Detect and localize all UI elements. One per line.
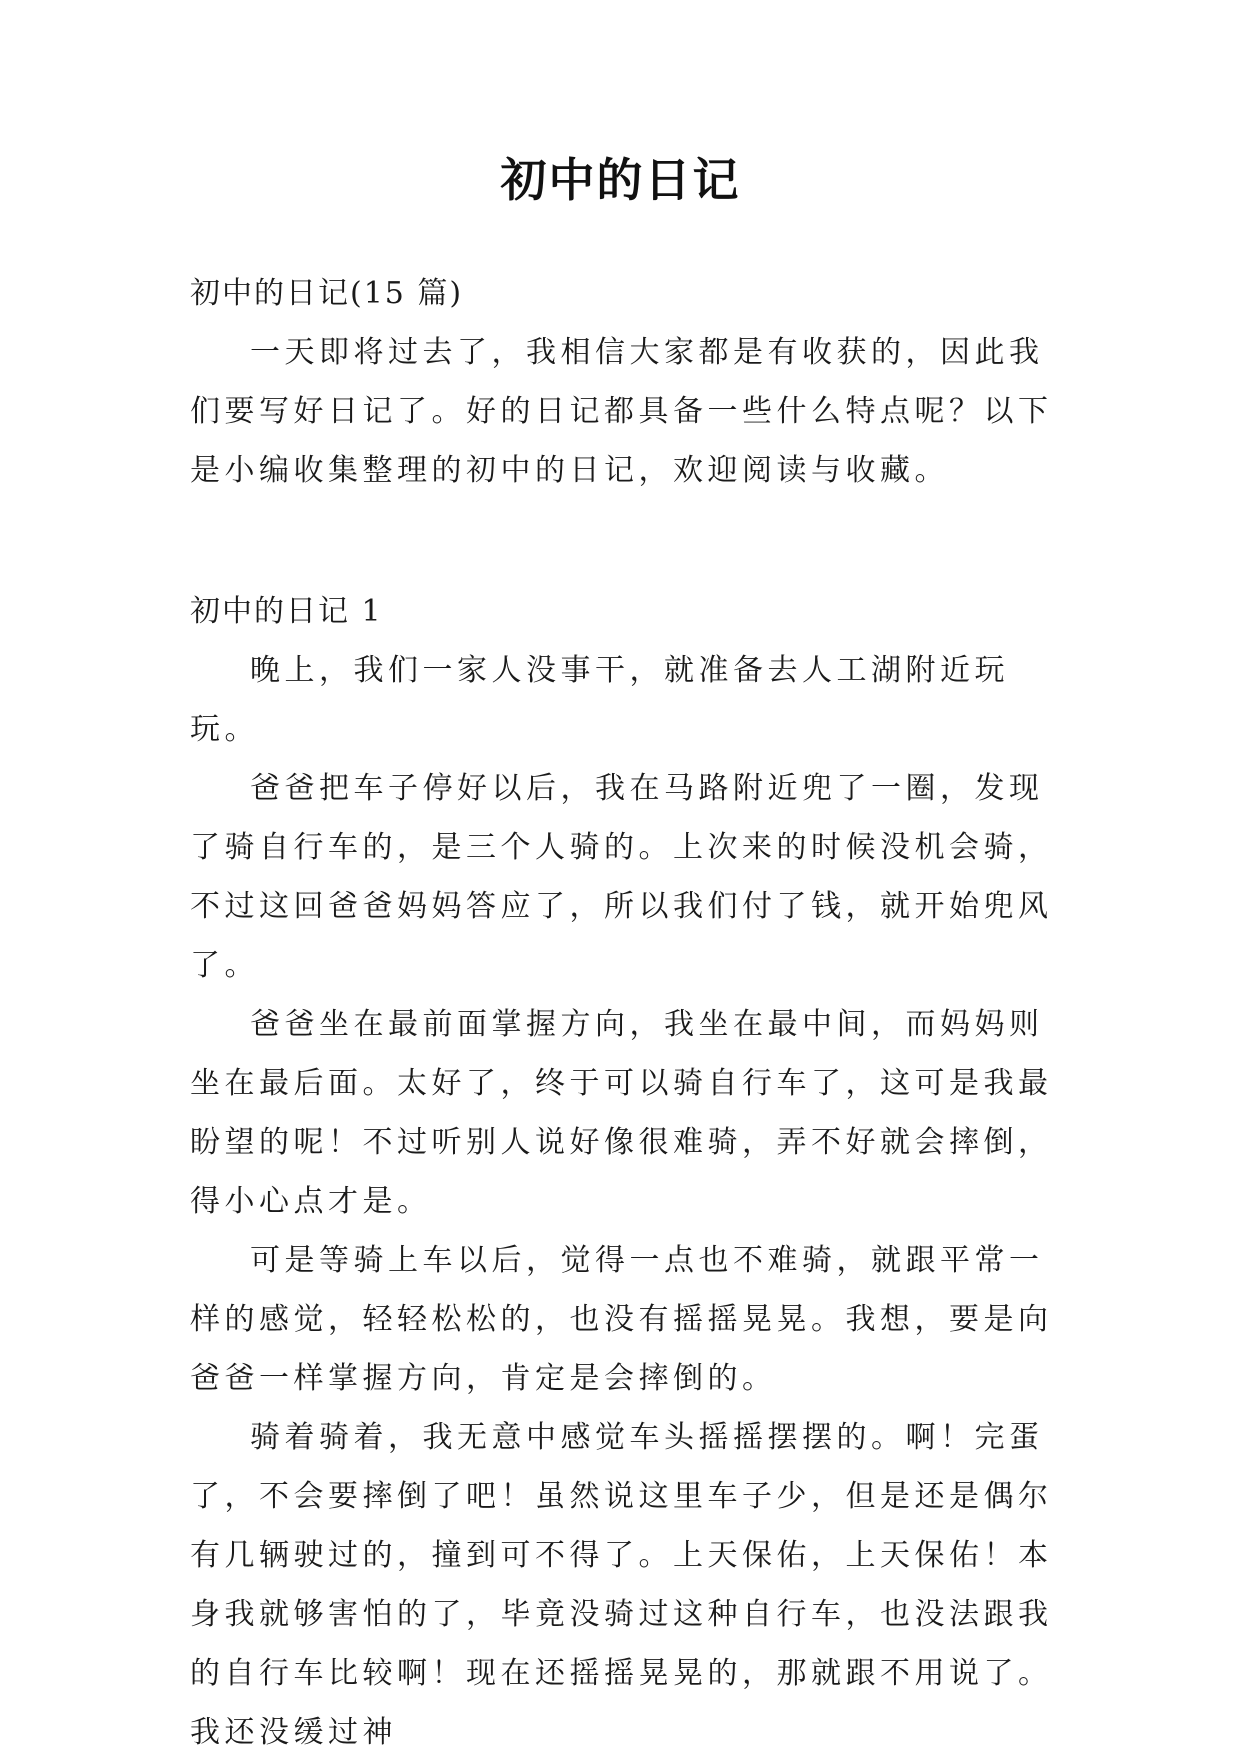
entry-1-paragraph-2: 爸爸把车子停好以后，我在马路附近兜了一圈，发现了骑自行车的，是三个人骑的。上次来的时候没机会骑，不过这回爸爸妈妈答应了，所以我们付了钱，就开始兜风了。 [190,771,1053,983]
entry-1-section [190,582,1060,1762]
intro-paragraph: 一天即将过去了，我相信大家都是有收获的，因此我们要写好日记了。好的日记都具备一些什么特点呢？以下是小编收集整理的初中的日记，欢迎阅读与收藏。 [190,335,1053,488]
entry-1-paragraph-3: 爸爸坐在最前面掌握方向，我坐在最中间，而妈妈则坐在最后面。太好了，终于可以骑自行车了，这可是我最盼望的呢！不过听别人说好像很难骑，弄不好就会摔倒，得小心点才是。 [190,1007,1053,1219]
entry-1-paragraph-5: 骑着骑着，我无意中感觉车头摇摇摆摆的。啊！完蛋了，不会要摔倒了吧！虽然说这里车子少，但是还是偶尔有几辆驶过的，撞到可不得了。上天保佑，上天保佑！本身我就够害怕的了，毕竟没骑过这种自行车，也没法跟我的自行车比较啊！现在还摇摇晃晃的，那就跟不用说了。我还没缓过神 [190,1420,1053,1750]
entry-1-heading: 初中的日记 1 [190,594,383,629]
entry-1-paragraph-4: 可是等骑上车以后，觉得一点也不难骑，就跟平常一样的感觉，轻轻松松的，也没有摇摇晃晃。我想，要是向爸爸一样掌握方向，肯定是会摔倒的。 [190,1243,1053,1396]
collection-heading: 初中的日记(15 篇) [190,276,464,311]
intro-section [190,264,1060,500]
document-title: 初中的日记 [500,153,741,207]
entry-1-paragraph-1: 晚上，我们一家人没事干，就准备去人工湖附近玩玩。 [190,653,1009,747]
